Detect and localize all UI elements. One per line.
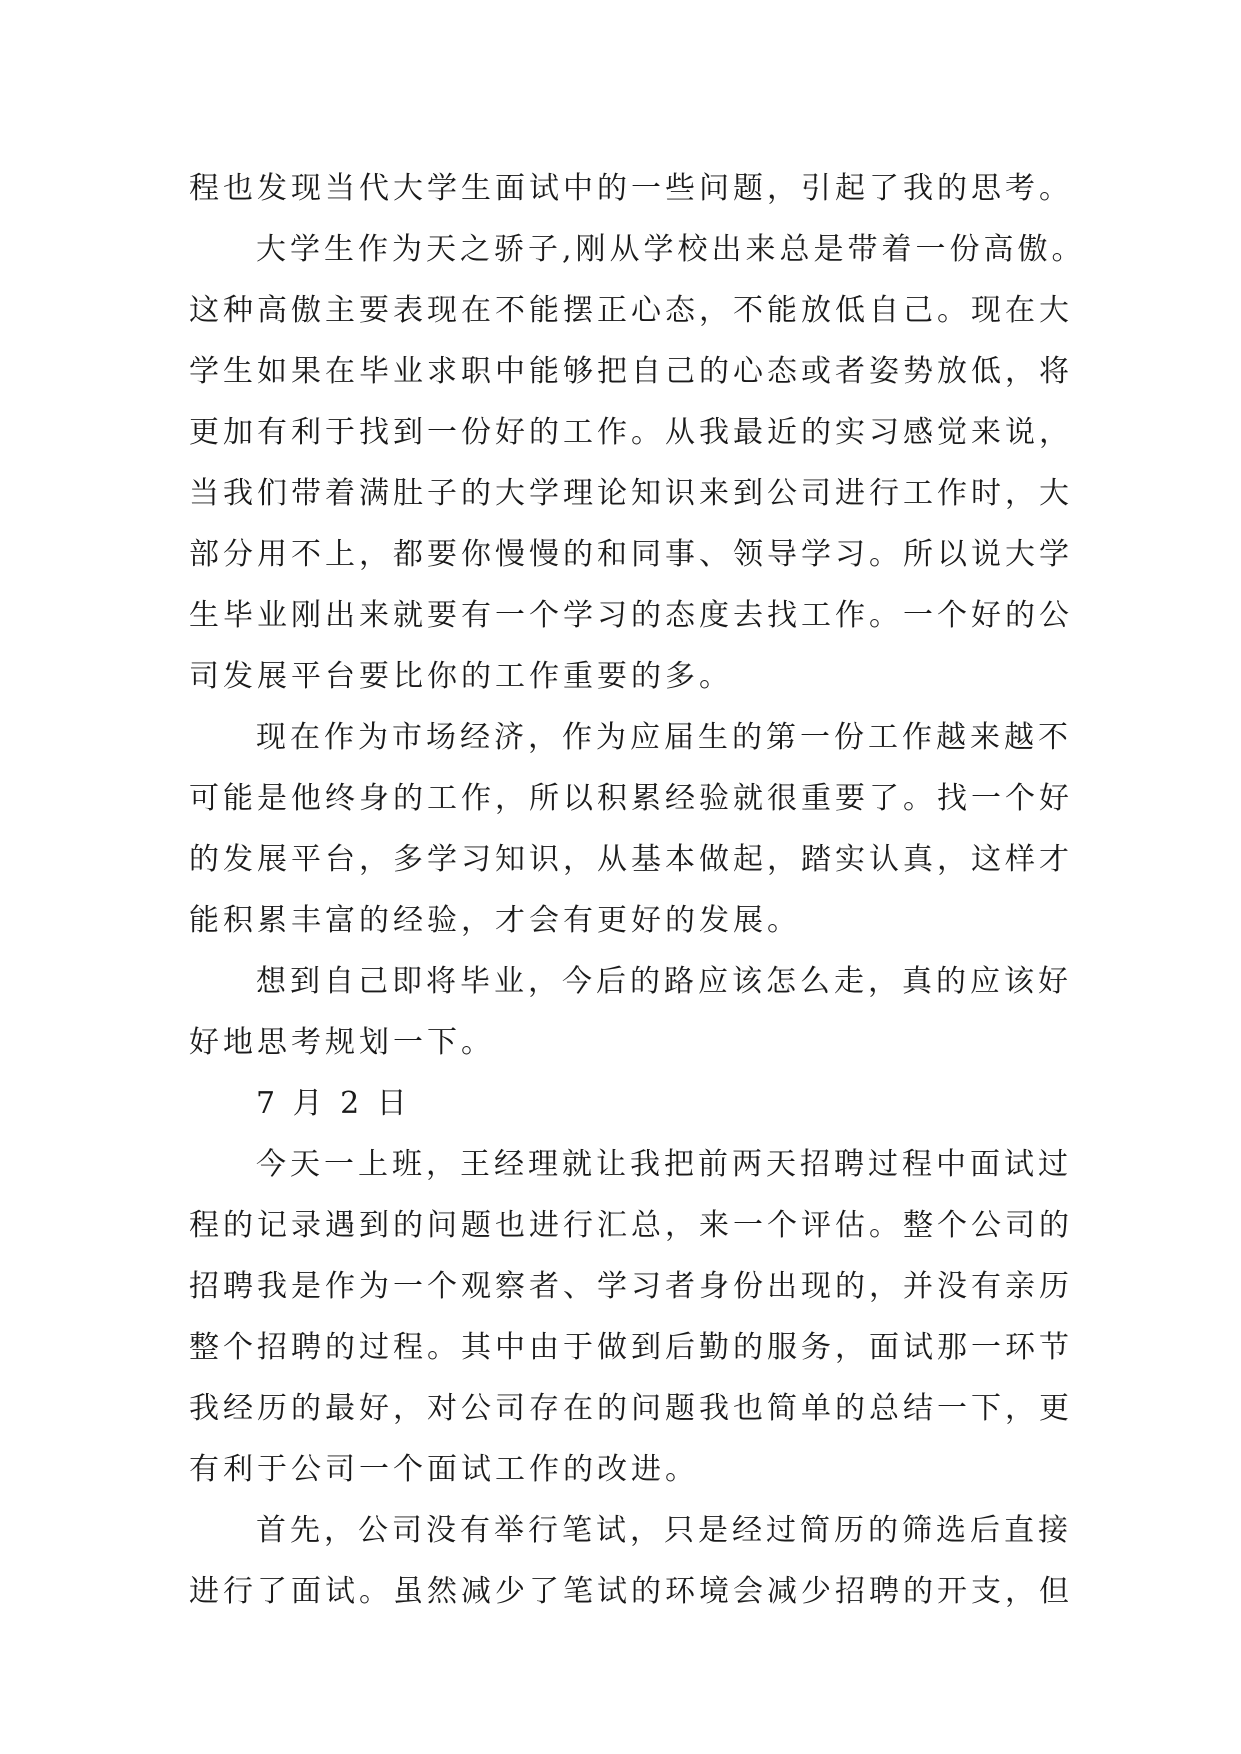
paragraph-start-line: 首先，公司没有举行笔试，只是经过简历的筛选后直接 [256, 1513, 1072, 1548]
text-line: 生毕业刚出来就要有一个学习的态度去找工作。一个好的公 [189, 598, 1073, 633]
text-line: 能积累丰富的经验，才会有更好的发展。 [189, 903, 801, 938]
paragraph-start-line: 今天一上班，王经理就让我把前两天招聘过程中面试过 [256, 1147, 1072, 1182]
text-line: 有利于公司一个面试工作的改进。 [189, 1452, 699, 1487]
body-text [189, 158, 1086, 1622]
text-line: 的发展平台，多学习知识，从基本做起，踏实认真，这样才 [189, 842, 1073, 877]
text-line: 这种高傲主要表现在不能摆正心态，不能放低自己。现在大 [189, 293, 1073, 328]
text-line: 好地思考规划一下。 [189, 1025, 495, 1060]
text-line: 更加有利于找到一份好的工作。从我最近的实习感觉来说， [189, 415, 1073, 450]
text-line: 程也发现当代大学生面试中的一些问题，引起了我的思考。 [189, 171, 1073, 206]
text-line: 进行了面试。虽然减少了笔试的环境会减少招聘的开支，但 [189, 1574, 1073, 1609]
text-line: 整个招聘的过程。其中由于做到后勤的服务，面试那一环节 [189, 1330, 1073, 1365]
text-line: 司发展平台要比你的工作重要的多。 [189, 659, 733, 694]
date-heading: 7 月 2 日 [256, 1086, 411, 1121]
text-line: 当我们带着满肚子的大学理论知识来到公司进行工作时，大 [189, 476, 1073, 511]
paragraph-start-line: 大学生作为天之骄子,刚从学校出来总是带着一份高傲。 [256, 232, 1086, 267]
text-line: 学生如果在毕业求职中能够把自己的心态或者姿势放低，将 [189, 354, 1073, 389]
paragraph-start-line: 想到自己即将毕业，今后的路应该怎么走，真的应该好 [256, 964, 1072, 999]
text-line: 部分用不上，都要你慢慢的和同事、领导学习。所以说大学 [189, 537, 1073, 572]
text-line: 我经历的最好，对公司存在的问题我也简单的总结一下，更 [189, 1391, 1073, 1426]
paragraph-start-line: 现在作为市场经济，作为应届生的第一份工作越来越不 [256, 720, 1072, 755]
text-line: 可能是他终身的工作，所以积累经验就很重要了。找一个好 [189, 781, 1073, 816]
text-line: 招聘我是作为一个观察者、学习者身份出现的，并没有亲历 [189, 1269, 1073, 1304]
text-line: 程的记录遇到的问题也进行汇总，来一个评估。整个公司的 [189, 1208, 1073, 1243]
